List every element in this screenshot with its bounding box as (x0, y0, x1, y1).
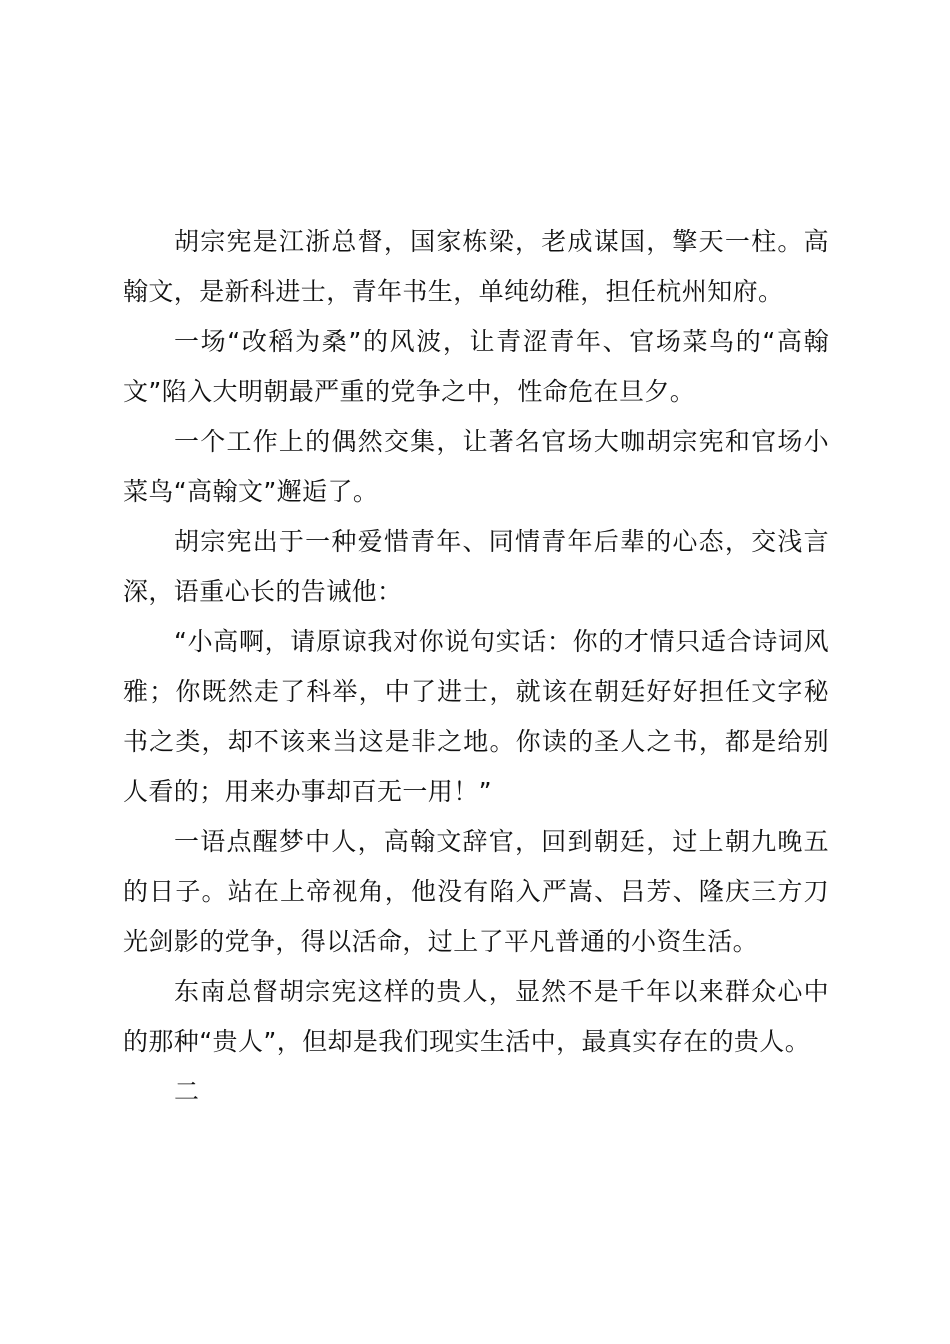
paragraph-1: 胡宗宪是江浙总督，国家栋梁，老成谋国，擎天一柱。高翰文，是新科进士，青年书生，单纯幼稚，担任杭州知府。 (123, 227, 829, 306)
paragraph-2: 一场“改稻为桑”的风波，让青涩青年、官场菜鸟的“高翰文”陷入大明朝最严重的党争之中，性命危在旦夕。 (123, 327, 829, 406)
document-body (123, 217, 829, 1117)
section-heading-two: 二 (174, 1077, 200, 1106)
paragraph-4: 胡宗宪出于一种爱惜青年、同情青年后辈的心态，交浅言深，语重心长的告诫他： (123, 527, 829, 606)
paragraph-7: 东南总督胡宗宪这样的贵人，显然不是千年以来群众心中的那种“贵人”，但却是我们现实生活中，最真实存在的贵人。 (123, 977, 829, 1056)
paragraph-6: 一语点醒梦中人，高翰文辞官，回到朝廷，过上朝九晚五的日子。站在上帝视角，他没有陷入严嵩、吕芳、隆庆三方刀光剑影的党争，得以活命，过上了平凡普通的小资生活。 (123, 827, 829, 956)
paragraph-5-quote: “小高啊，请原谅我对你说句实话：你的才情只适合诗词风雅；你既然走了科举，中了进士，就该在朝廷好好担任文字秘书之类，却不该来当这是非之地。你读的圣人之书，都是给别人看的；用来办事却百无一用！” (123, 627, 829, 806)
paragraph-3: 一个工作上的偶然交集，让著名官场大咖胡宗宪和官场小菜鸟“高翰文”邂逅了。 (123, 427, 829, 506)
